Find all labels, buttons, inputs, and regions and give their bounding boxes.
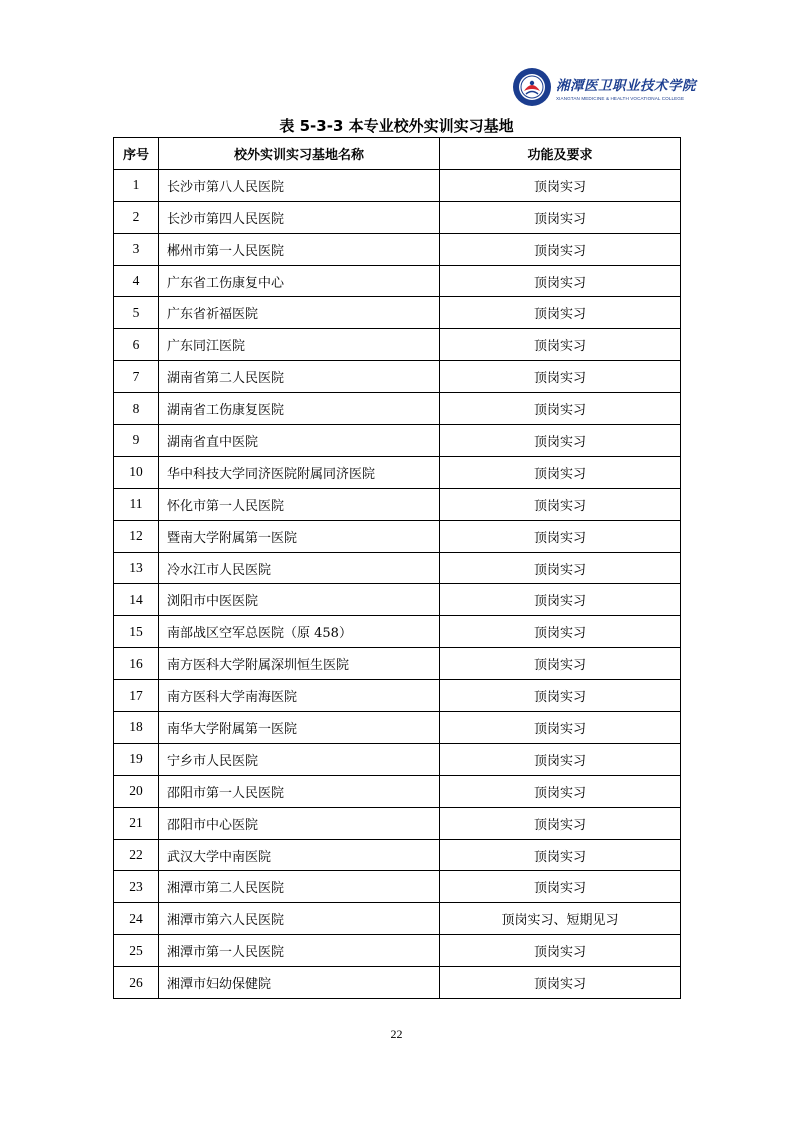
table-row — [114, 361, 681, 393]
function-requirement: 顶岗实习 — [440, 584, 681, 616]
table-header-row — [114, 138, 681, 170]
function-requirement: 顶岗实习 — [440, 807, 681, 839]
table-row — [114, 967, 681, 999]
row-number: 15 — [114, 616, 159, 648]
function-requirement: 顶岗实习 — [440, 743, 681, 775]
row-number: 12 — [114, 520, 159, 552]
college-logo — [512, 66, 702, 108]
table-row — [114, 329, 681, 361]
base-name: 怀化市第一人民医院 — [159, 488, 440, 520]
function-requirement: 顶岗实习 — [440, 233, 681, 265]
base-name: 广东省祈福医院 — [159, 297, 440, 329]
function-requirement: 顶岗实习 — [440, 488, 681, 520]
base-name: 武汉大学中南医院 — [159, 839, 440, 871]
function-requirement: 顶岗实习 — [440, 169, 681, 201]
row-number: 1 — [114, 169, 159, 201]
table-row — [114, 393, 681, 425]
row-number: 4 — [114, 265, 159, 297]
row-number: 13 — [114, 552, 159, 584]
table-row — [114, 616, 681, 648]
table-body — [114, 169, 681, 998]
base-name: 湘潭市第六人民医院 — [159, 903, 440, 935]
college-name-en: XIANGTAN MEDICINE & HEALTH VOCATIONAL COLLEGE — [556, 95, 685, 101]
base-name: 湘潭市第二人民医院 — [159, 871, 440, 903]
row-number: 21 — [114, 807, 159, 839]
base-name: 宁乡市人民医院 — [159, 743, 440, 775]
table-row — [114, 807, 681, 839]
base-name: 浏阳市中医医院 — [159, 584, 440, 616]
function-requirement: 顶岗实习 — [440, 520, 681, 552]
table-row — [114, 456, 681, 488]
row-number: 6 — [114, 329, 159, 361]
table-row — [114, 201, 681, 233]
function-requirement: 顶岗实习 — [440, 456, 681, 488]
header-name: 校外实训实习基地名称 — [159, 138, 440, 170]
row-number: 20 — [114, 775, 159, 807]
table-row — [114, 520, 681, 552]
base-name: 暨南大学附属第一医院 — [159, 520, 440, 552]
base-name: 长沙市第四人民医院 — [159, 201, 440, 233]
row-number: 26 — [114, 967, 159, 999]
function-requirement: 顶岗实习 — [440, 935, 681, 967]
table-row — [114, 743, 681, 775]
row-number: 3 — [114, 233, 159, 265]
function-requirement: 顶岗实习 — [440, 839, 681, 871]
base-name: 郴州市第一人民医院 — [159, 233, 440, 265]
table-row — [114, 169, 681, 201]
function-requirement: 顶岗实习 — [440, 775, 681, 807]
row-number: 19 — [114, 743, 159, 775]
function-requirement: 顶岗实习 — [440, 265, 681, 297]
training-bases-table — [113, 137, 681, 999]
table-row — [114, 233, 681, 265]
table-row — [114, 488, 681, 520]
base-name: 湖南省直中医院 — [159, 425, 440, 457]
table-row — [114, 935, 681, 967]
base-name: 华中科技大学同济医院附属同济医院 — [159, 456, 440, 488]
college-emblem-icon — [512, 67, 552, 107]
base-name: 长沙市第八人民医院 — [159, 169, 440, 201]
function-requirement: 顶岗实习 — [440, 425, 681, 457]
function-requirement: 顶岗实习、短期见习 — [440, 903, 681, 935]
row-number: 9 — [114, 425, 159, 457]
base-name: 邵阳市第一人民医院 — [159, 775, 440, 807]
base-name: 南方医科大学南海医院 — [159, 680, 440, 712]
function-requirement: 顶岗实习 — [440, 967, 681, 999]
page-number: 22 — [390, 1027, 403, 1041]
table-row — [114, 265, 681, 297]
row-number: 2 — [114, 201, 159, 233]
row-number: 18 — [114, 712, 159, 744]
function-requirement: 顶岗实习 — [440, 297, 681, 329]
row-number: 16 — [114, 648, 159, 680]
base-name: 南华大学附属第一医院 — [159, 712, 440, 744]
row-number: 22 — [114, 839, 159, 871]
function-requirement: 顶岗实习 — [440, 552, 681, 584]
row-number: 8 — [114, 393, 159, 425]
function-requirement: 顶岗实习 — [440, 648, 681, 680]
function-requirement: 顶岗实习 — [440, 201, 681, 233]
base-name: 广东省工伤康复中心 — [159, 265, 440, 297]
base-name: 湖南省第二人民医院 — [159, 361, 440, 393]
function-requirement: 顶岗实习 — [440, 616, 681, 648]
row-number: 23 — [114, 871, 159, 903]
base-name: 南部战区空军总医院（原 458） — [159, 616, 440, 648]
header-no: 序号 — [114, 138, 159, 170]
function-requirement: 顶岗实习 — [440, 712, 681, 744]
row-number: 5 — [114, 297, 159, 329]
table-row — [114, 297, 681, 329]
row-number: 17 — [114, 680, 159, 712]
row-number: 7 — [114, 361, 159, 393]
row-number: 10 — [114, 456, 159, 488]
table-row — [114, 680, 681, 712]
table-row — [114, 584, 681, 616]
row-number: 24 — [114, 903, 159, 935]
table-row — [114, 903, 681, 935]
table-title: 表 5-3-3 本专业校外实训实习基地 — [279, 117, 514, 135]
base-name: 广东同江医院 — [159, 329, 440, 361]
table-row — [114, 839, 681, 871]
function-requirement: 顶岗实习 — [440, 871, 681, 903]
table-row — [114, 425, 681, 457]
base-name: 冷水江市人民医院 — [159, 552, 440, 584]
base-name: 湘潭市妇幼保健院 — [159, 967, 440, 999]
college-name-cn: 湘潭医卫职业技术学院 — [556, 77, 696, 94]
table-row — [114, 712, 681, 744]
base-name: 邵阳市中心医院 — [159, 807, 440, 839]
function-requirement: 顶岗实习 — [440, 329, 681, 361]
row-number: 11 — [114, 488, 159, 520]
function-requirement: 顶岗实习 — [440, 361, 681, 393]
base-name: 湘潭市第一人民医院 — [159, 935, 440, 967]
header-func: 功能及要求 — [440, 138, 681, 170]
table-row — [114, 775, 681, 807]
function-requirement: 顶岗实习 — [440, 393, 681, 425]
row-number: 14 — [114, 584, 159, 616]
function-requirement: 顶岗实习 — [440, 680, 681, 712]
base-name: 南方医科大学附属深圳恒生医院 — [159, 648, 440, 680]
table-row — [114, 552, 681, 584]
row-number: 25 — [114, 935, 159, 967]
table-row — [114, 648, 681, 680]
table-row — [114, 871, 681, 903]
base-name: 湖南省工伤康复医院 — [159, 393, 440, 425]
